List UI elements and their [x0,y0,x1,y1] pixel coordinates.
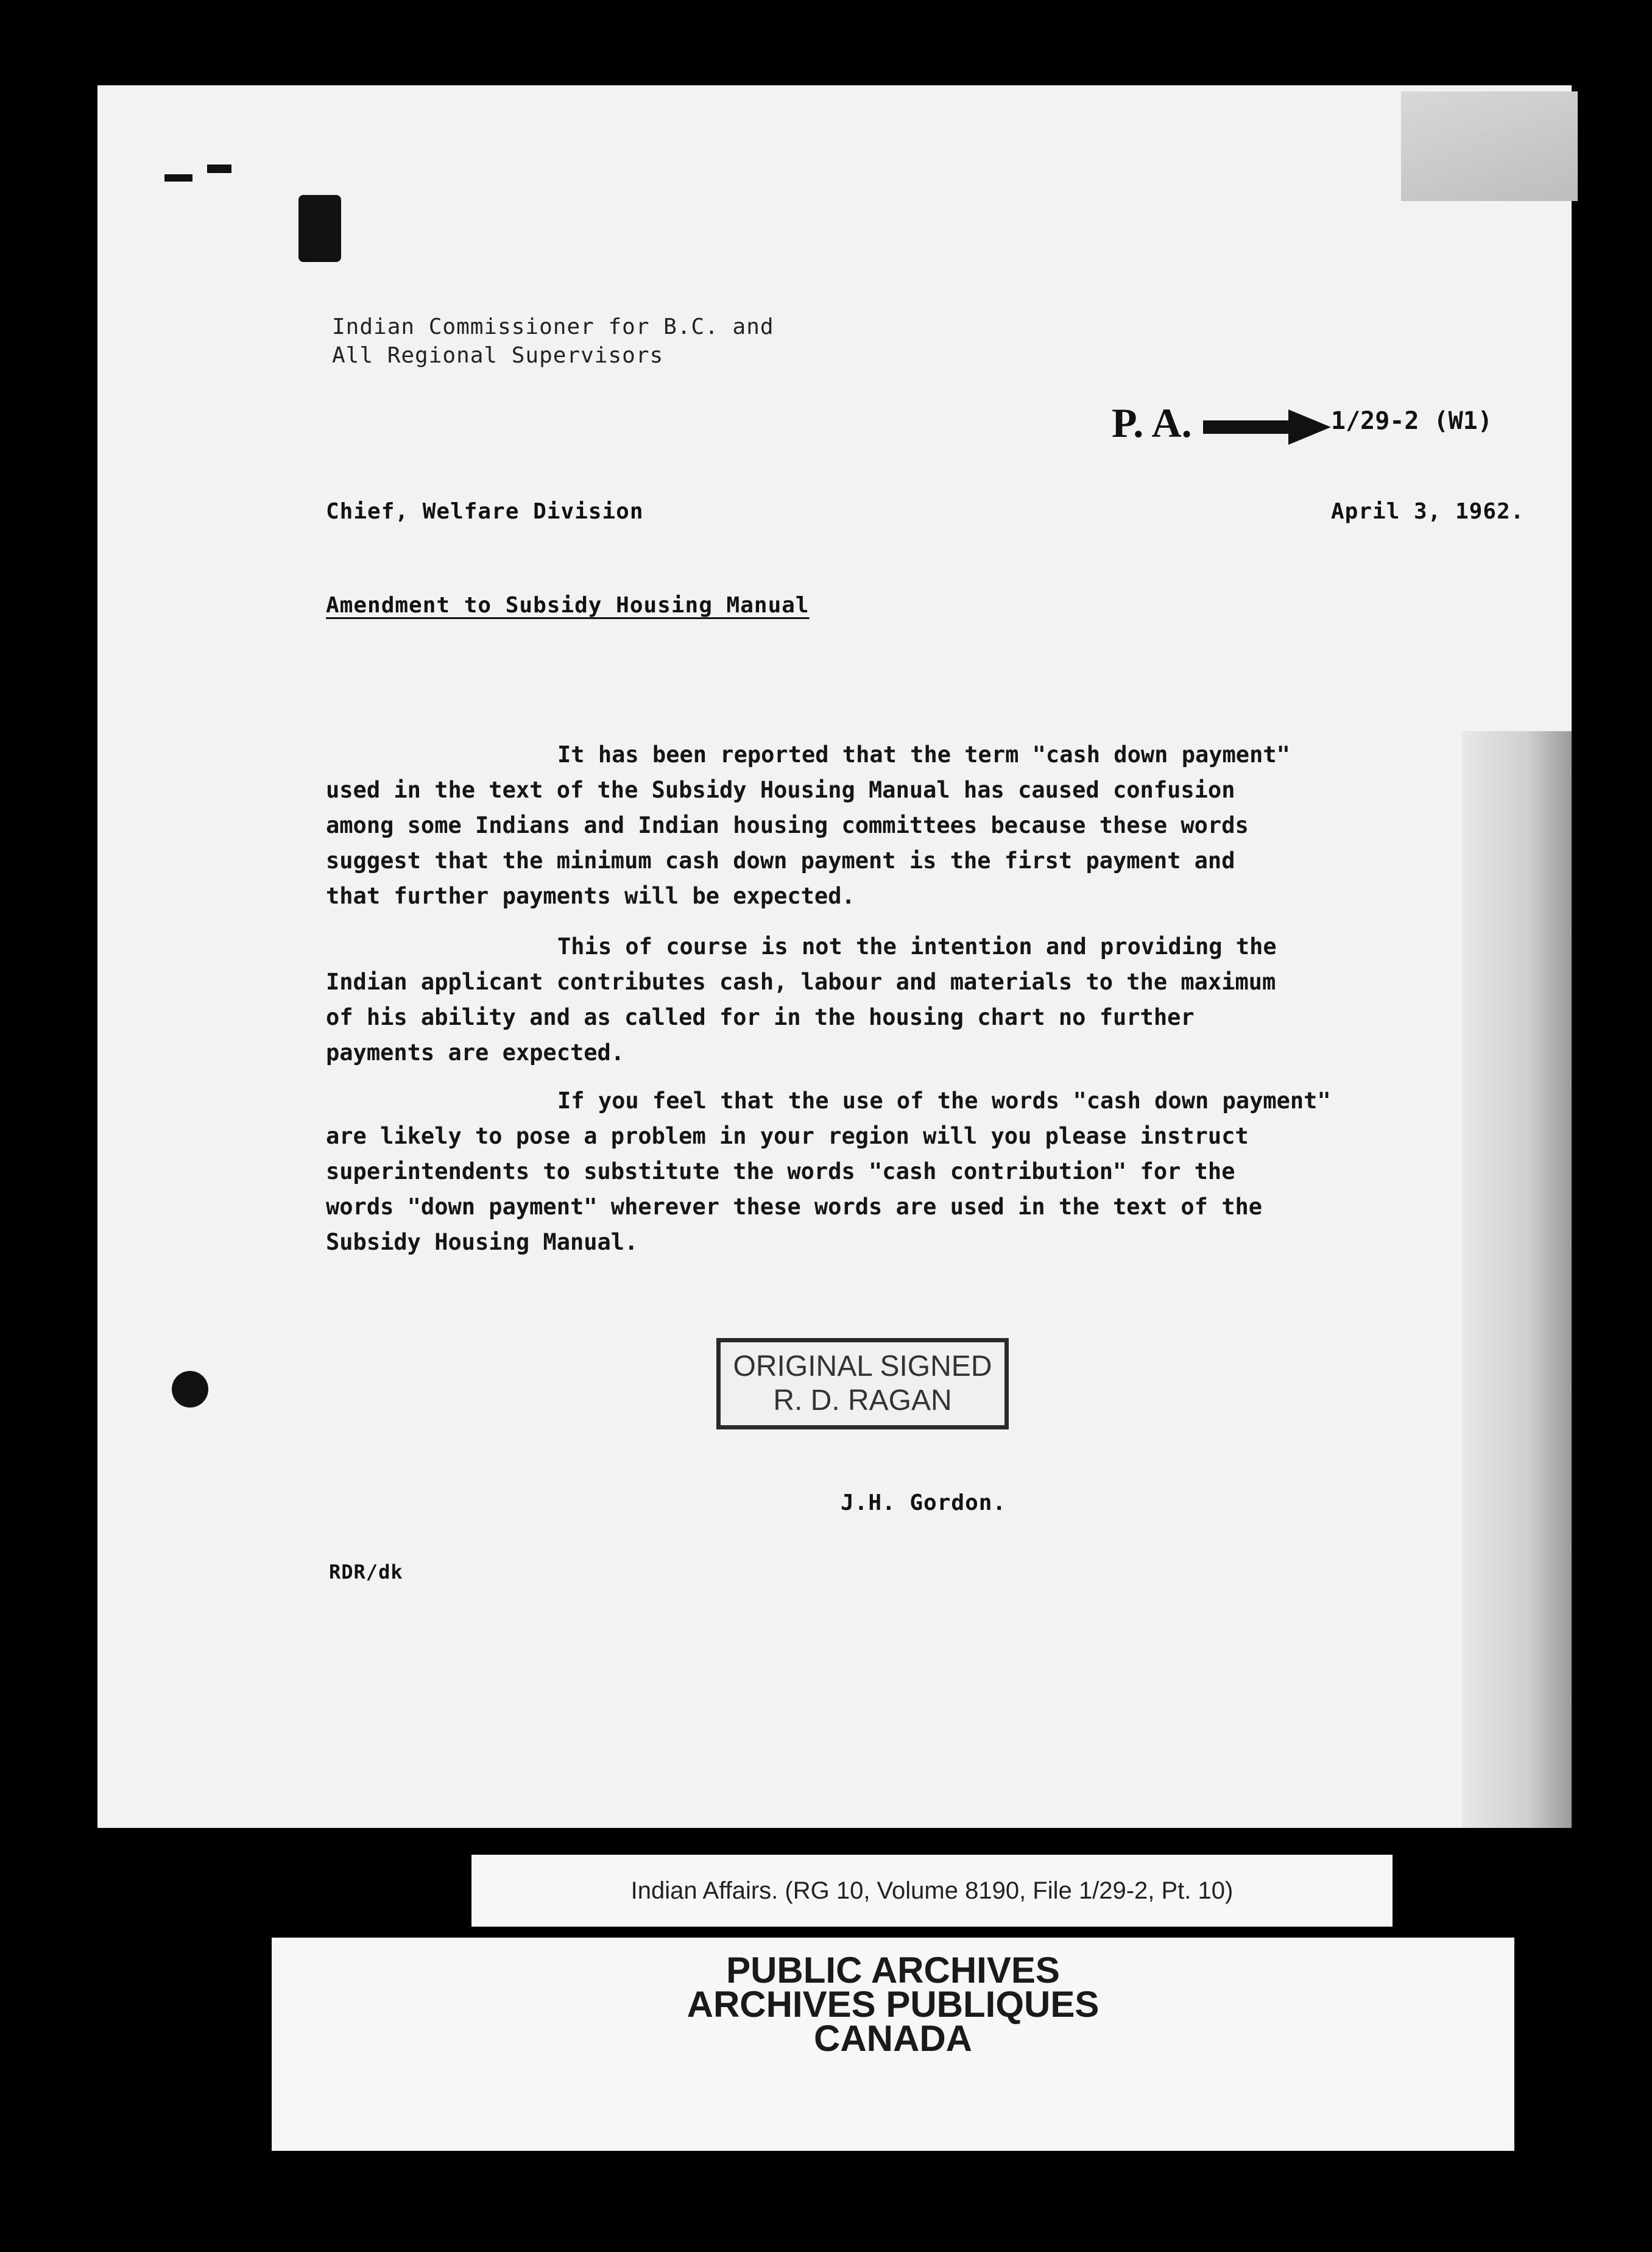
paragraph-1-line: suggest that the minimum cash down payment is the first payment and [326,848,1235,874]
paragraph-3-line: are likely to pose a problem in your region will you please instruct [326,1123,1249,1149]
archives-line-3: CANADA [814,2018,972,2059]
archives-label [272,1938,1514,2151]
subject: Amendment to Subsidy Housing Manual [326,593,810,618]
punch-hole-dot [172,1371,208,1408]
signature-name: J.H. Gordon. [841,1490,1007,1515]
page-curl-shadow [1462,731,1572,1828]
paragraph-1-line: among some Indians and Indian housing committees because these words [326,812,1249,838]
paragraph-3-line: Subsidy Housing Manual. [326,1229,638,1255]
stamp-line-1: ORIGINAL SIGNED [733,1350,992,1383]
recipient-line-1: Indian Commissioner for B.C. and [332,314,774,339]
paragraph-2-line: Indian applicant contributes cash, labour and materials to the maximum [326,969,1276,995]
paragraph-1 [326,737,1471,914]
paragraph-2-line: This of course is not the intention and providing the [557,933,1277,960]
paragraph-3-line: superintendents to substitute the words "cash contribution" for the [326,1158,1235,1184]
paragraph-1-line: that further payments will be expected. [326,883,855,909]
paragraph-1-line: It has been reported that the term "cash down payment" [557,742,1290,768]
file-ref-prefix: P. A. [1112,400,1192,446]
signature-stamp [716,1338,1009,1429]
torn-corner [1401,91,1578,201]
stamp-line-2: R. D. RAGAN [773,1384,952,1417]
from-line: Chief, Welfare Division [326,499,644,524]
date: April 3, 1962. [1331,499,1525,524]
paragraph-3-line: words "down payment" wherever these words are used in the text of the [326,1194,1263,1220]
archive-reference-caption: Indian Affairs. (RG 10, Volume 8190, File 1/29-2, Pt. 10) [471,1855,1393,1927]
paragraph-2-line: payments are expected. [326,1039,625,1066]
punch-hole-mark [298,195,341,262]
paragraph-2 [326,929,1471,1071]
paragraph-2-line: of his ability and as called for in the housing chart no further [326,1004,1195,1030]
archives-line-1: PUBLIC ARCHIVES [726,1950,1060,1991]
file-ref: 1/29-2 (W1) [1331,407,1492,435]
ink-mark [207,165,231,173]
recipient-line-2: All Regional Supervisors [332,343,664,368]
paragraph-3 [326,1083,1471,1260]
typist-initials: RDR/dk [329,1560,403,1584]
archives-line-2: ARCHIVES PUBLIQUES [687,1984,1100,2025]
paragraph-1-line: used in the text of the Subsidy Housing Manual has caused confusion [326,777,1235,803]
paragraph-3-line: If you feel that the use of the words "cash down payment" [557,1088,1331,1114]
arrow-icon [1203,409,1331,446]
ink-mark [164,174,192,182]
